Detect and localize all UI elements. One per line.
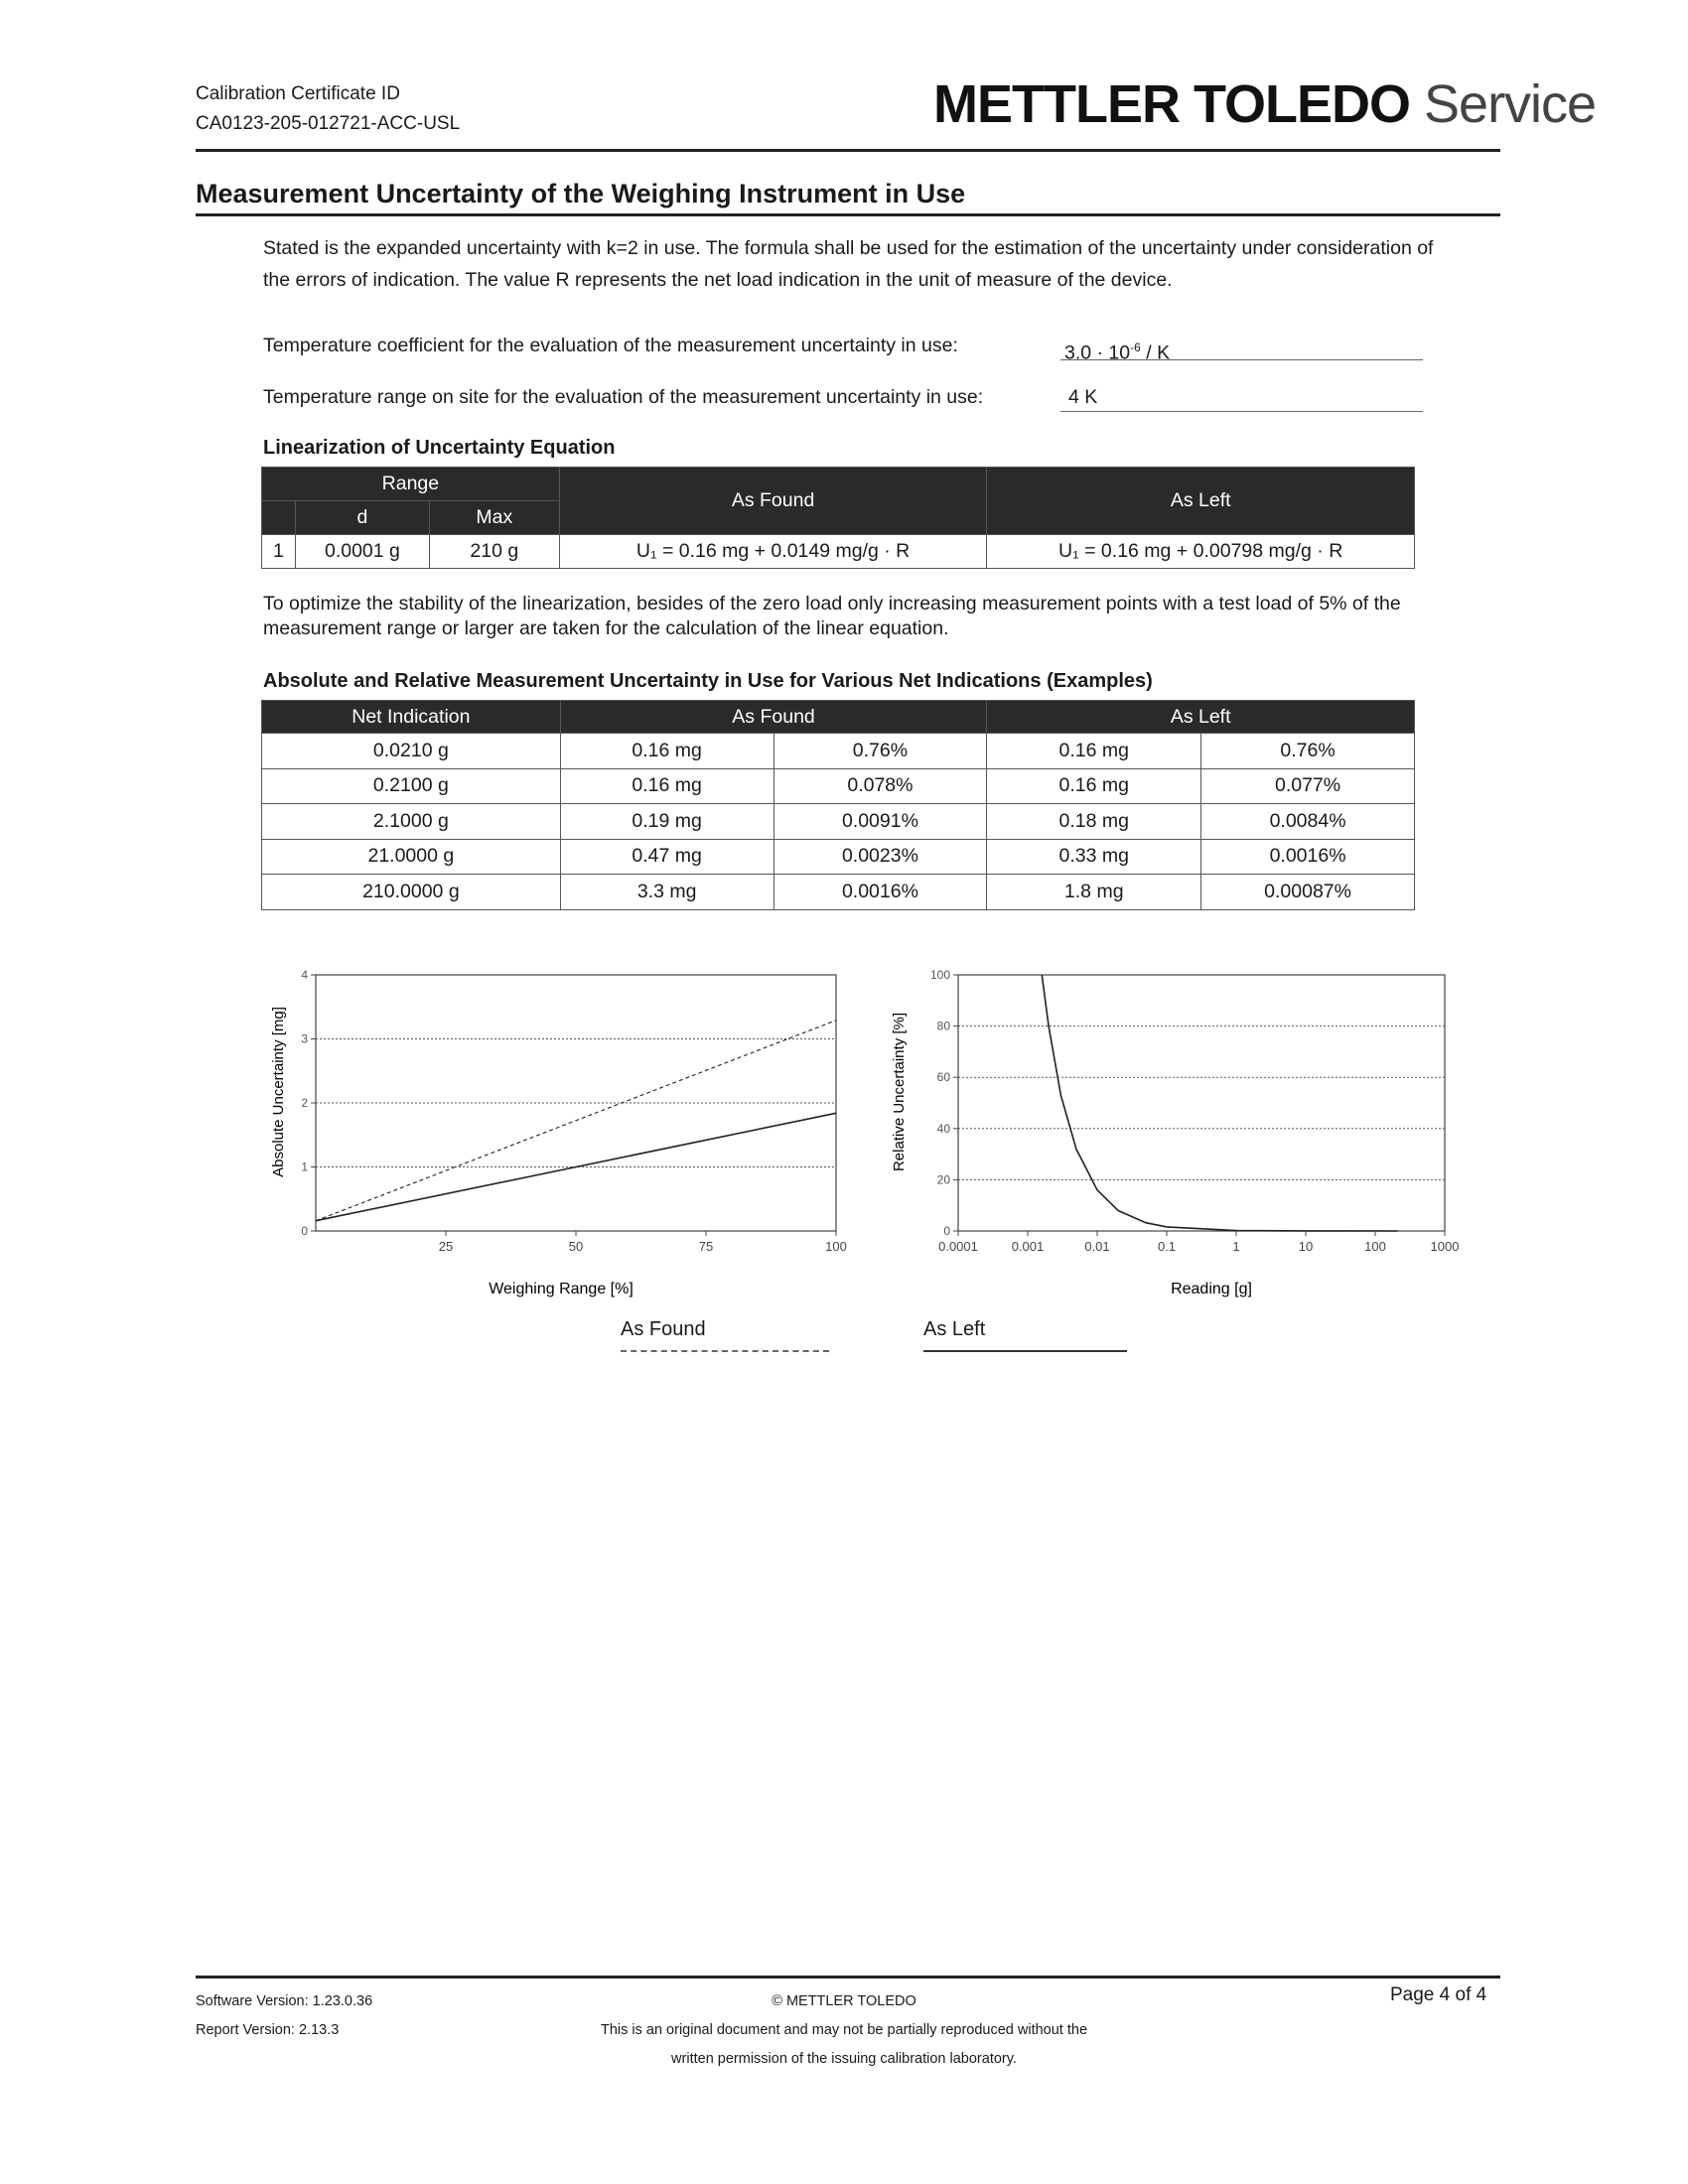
c2-x-tick-label: 10: [1298, 1239, 1314, 1254]
company-logo: [933, 73, 1596, 135]
absolute-uncertainty-chart: [258, 963, 854, 1305]
footer-notice-line: written permission of the issuing calibration laboratory.: [671, 2051, 1017, 2067]
cell-found-abs: 0.16 mg: [560, 734, 774, 769]
footer-notice: [556, 1987, 1132, 2074]
cell-net: 0.2100 g: [262, 768, 561, 804]
c2-y-tick-label: 20: [936, 1172, 950, 1187]
logo-brand: METTLER TOLEDO: [933, 74, 1410, 134]
cell-found-rel: 0.0023%: [774, 839, 987, 875]
c2-y-tick-label: 100: [929, 968, 950, 982]
c2-grid: [958, 975, 1445, 1231]
c1-x-tick-label: 50: [568, 1239, 584, 1254]
cert-id-label: Calibration Certificate ID: [196, 83, 400, 104]
col-header-net-indication: Net Indication: [262, 701, 561, 734]
software-version: Software Version: 1.23.0.36: [196, 1993, 373, 2009]
row-max: 210 g: [429, 535, 559, 569]
temp-range-underline: [1060, 411, 1423, 412]
title-rule: [196, 213, 1500, 216]
c1-x-tick-label: 25: [438, 1239, 454, 1254]
c1-y-tick-label: 3: [301, 1031, 308, 1046]
cell-found-abs: 0.16 mg: [560, 768, 774, 804]
intro-paragraph: [263, 232, 1504, 296]
table-row: [262, 875, 1415, 910]
row-d: 0.0001 g: [295, 535, 429, 569]
c2-plot-frame: [958, 975, 1445, 1231]
c2-x-axis-label: Reading [g]: [1171, 1281, 1252, 1297]
legend-as-left-swatch: [923, 1350, 1127, 1352]
footer-rule: [196, 1976, 1500, 1979]
c2-y-tick-label: 40: [936, 1121, 950, 1136]
note-line: measurement range or larger are taken for the calculation of the linear equation.: [263, 617, 949, 639]
row-as-found-equation: U₁ = 0.16 mg + 0.0149 mg/g · R: [559, 535, 987, 569]
legend-as-left: As Left: [923, 1318, 986, 1340]
col-header-range: Range: [262, 468, 560, 501]
c2-y-axis-label: Relative Uncertainty [%]: [891, 1012, 908, 1172]
table-row: [262, 804, 1415, 840]
c2-series-as-left: [1042, 975, 1397, 1231]
c1-series-as-found: [316, 1021, 836, 1221]
temp-coef-exponent: -6: [1130, 341, 1141, 354]
c1-y-axis-label: Absolute Uncertainty [mg]: [270, 1007, 287, 1177]
cell-found-abs: 3.3 mg: [560, 875, 774, 910]
temp-range-value: 4 K: [1068, 386, 1098, 408]
col-header-as-left: As Left: [987, 468, 1415, 535]
col-header-max: Max: [429, 501, 559, 535]
c2-y-tick-label: 80: [936, 1019, 950, 1033]
cell-left-rel: 0.0084%: [1201, 804, 1415, 840]
c2-series: [1042, 975, 1397, 1231]
table-row: [262, 734, 1415, 769]
c2-x-tick-label: 1000: [1430, 1239, 1460, 1254]
temp-coef-mantissa: 3.0 · 10: [1064, 341, 1131, 364]
cell-net: 210.0000 g: [262, 875, 561, 910]
c2-x-tick-label: 0.001: [1011, 1239, 1045, 1254]
c2-y-tick-label: 0: [943, 1224, 950, 1238]
c1-x-tick-label: 100: [825, 1239, 847, 1254]
footer-copyright: © METTLER TOLEDO: [772, 1993, 916, 2009]
c1-x-axis-label: Weighing Range [%]: [489, 1281, 633, 1297]
temp-coef-value: [1064, 332, 1170, 369]
linearization-note: [263, 592, 1504, 641]
legend-as-found: As Found: [621, 1318, 706, 1340]
legend-as-found-swatch: [621, 1350, 829, 1352]
cell-left-abs: 1.8 mg: [987, 875, 1201, 910]
c1-grid: [316, 975, 836, 1231]
c2-series-as-found: [1042, 975, 1397, 1231]
cell-net: 21.0000 g: [262, 839, 561, 875]
cell-left-rel: 0.76%: [1201, 734, 1415, 769]
col-header-as-found: As Found: [559, 468, 987, 535]
col-header-as-left: As Left: [987, 701, 1415, 734]
c1-x-tick-label: 75: [698, 1239, 714, 1254]
cell-found-rel: 0.0016%: [774, 875, 987, 910]
c1-ticks: [301, 968, 847, 1254]
c2-x-tick-label: 0.1: [1157, 1239, 1177, 1254]
cell-found-rel: 0.76%: [774, 734, 987, 769]
c1-y-tick-label: 2: [301, 1096, 308, 1110]
cell-found-abs: 0.47 mg: [560, 839, 774, 875]
col-header-d: d: [295, 501, 429, 535]
row-index: 1: [262, 535, 296, 569]
col-header-as-found: As Found: [560, 701, 987, 734]
cell-left-rel: 0.00087%: [1201, 875, 1415, 910]
page-title: Measurement Uncertainty of the Weighing Instrument in Use: [196, 179, 966, 208]
linearization-table: [261, 467, 1415, 569]
examples-table: [261, 700, 1415, 910]
c1-y-tick-label: 0: [301, 1224, 308, 1238]
col-header-index: [262, 501, 296, 535]
cell-found-rel: 0.078%: [774, 768, 987, 804]
cert-id-value: CA0123-205-012721-ACC-USL: [196, 113, 461, 134]
c2-x-tick-label: 0.0001: [938, 1239, 978, 1254]
cell-found-rel: 0.0091%: [774, 804, 987, 840]
table-row: [262, 839, 1415, 875]
table-row: [262, 535, 1415, 569]
cell-found-abs: 0.19 mg: [560, 804, 774, 840]
c2-x-tick-label: 100: [1364, 1239, 1386, 1254]
note-line: To optimize the stability of the linearization, besides of the zero load only increasing measurement points with a test load of 5% of the: [263, 593, 1401, 614]
table-row: [262, 768, 1415, 804]
header-rule: [196, 149, 1500, 152]
temp-coef-label: Temperature coefficient for the evaluation of the measurement uncertainty in use:: [263, 335, 958, 356]
c1-y-tick-label: 4: [301, 968, 308, 982]
cell-net: 2.1000 g: [262, 804, 561, 840]
cell-left-rel: 0.077%: [1201, 768, 1415, 804]
report-version: Report Version: 2.13.3: [196, 2022, 340, 2038]
c2-x-tick-label: 1: [1232, 1239, 1240, 1254]
cell-left-rel: 0.0016%: [1201, 839, 1415, 875]
temp-coef-underline: [1060, 359, 1423, 360]
cell-left-abs: 0.18 mg: [987, 804, 1201, 840]
cell-left-abs: 0.16 mg: [987, 768, 1201, 804]
row-as-left-equation: U₁ = 0.16 mg + 0.00798 mg/g · R: [987, 535, 1415, 569]
temp-coef-unit: / K: [1140, 341, 1171, 364]
cell-left-abs: 0.33 mg: [987, 839, 1201, 875]
examples-title: Absolute and Relative Measurement Uncertainty in Use for Various Net Indications (Examples): [263, 670, 1153, 692]
intro-line: Stated is the expanded uncertainty with k=2 in use. The formula shall be used for the estimation of the uncertainty under consideration of: [263, 237, 1434, 259]
linearization-title: Linearization of Uncertainty Equation: [263, 437, 616, 459]
temp-range-label: Temperature range on site for the evaluation of the measurement uncertainty in use:: [263, 386, 984, 408]
relative-uncertainty-chart: [879, 963, 1494, 1305]
c1-y-tick-label: 1: [301, 1160, 308, 1174]
intro-line: the errors of indication. The value R represents the net load indication in the unit of measure of the device.: [263, 269, 1173, 291]
c2-y-tick-label: 60: [936, 1070, 950, 1085]
logo-service: Service: [1424, 74, 1597, 134]
c2-ticks: [930, 968, 1459, 1254]
footer-notice-line: This is an original document and may not be partially reproduced without the: [600, 2022, 1088, 2038]
page-number: Page 4 of 4: [1390, 1984, 1487, 2005]
c1-series: [316, 1021, 836, 1221]
c2-x-tick-label: 0.01: [1084, 1239, 1110, 1254]
cell-net: 0.0210 g: [262, 734, 561, 769]
cell-left-abs: 0.16 mg: [987, 734, 1201, 769]
